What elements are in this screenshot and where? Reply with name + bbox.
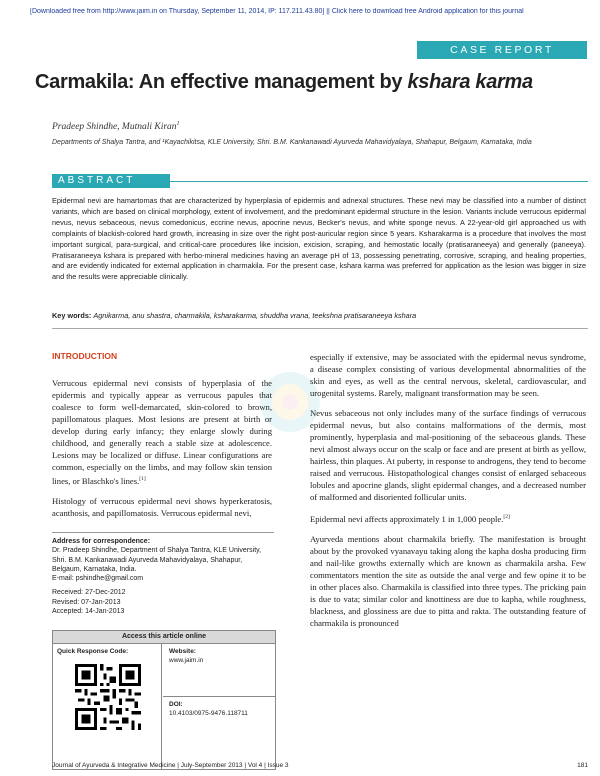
affiliation: Departments of Shalya Tantra, and ¹Kayachikitsa, KLE University, Shri. B.M. Kankanawadi Ayurveda Mahavidyalaya, Shahapur, Belgaum, Karnataka, India <box>52 139 532 146</box>
accepted-date: Accepted: 14-Jan-2013 <box>52 608 125 616</box>
keywords <box>52 311 586 320</box>
qr-column <box>53 644 162 769</box>
right-column <box>310 351 586 637</box>
right-p3-text: Epidermal nevi affects approximately 1 in 1,000 people. <box>310 513 504 524</box>
right-paragraph-4: Ayurveda mentions about charmakila briefly. The manifestation is brought about by the provoked vyanavayu taking along the kapha dosha producing firm and nail-like growths externally which are known as charmakila arsha. Few commentators mention the site as outside the anal verge and few opine it to be in other places also. Charmakila is classified into three types. The pricking pain is due to vata; similar color and knottiness are due to kapha, while roughness, blackness, and glossiness are due to pitta and rakta. The outstanding feature of charmakila is pronounced <box>310 533 586 628</box>
section-tag: CASE REPORT <box>417 41 587 59</box>
correspondence-email[interactable]: E-mail: pshindhe@gmail.com <box>52 575 144 583</box>
right-paragraph-1: especially if extensive, may be associated with the epidermal nevus syndrome, a disease complex consisting of various developmental abnormalities of the skin and eyes, as well as the central nervous, skeletal, cardiovascular, and urogenital systems. Rarely, malignant transformation may be seen. <box>310 352 586 398</box>
introduction-heading: INTRODUCTION <box>52 351 118 361</box>
abstract-rule <box>170 181 588 182</box>
correspondence-line-1: Dr. Pradeep Shindhe, Department of Shalya Tantra, KLE University, <box>52 547 262 555</box>
info-column <box>163 644 275 769</box>
right-paragraph-2: Nevus sebaceous not only includes many of the surface findings of verrucous epidermal nevus, but also contains malformations of the dermis, most prominently, hyperplasia and mal-positioning of the sebaceous glands. These nevi almost always occur on the scalp or face and are present at birth as yellow, hairless, thin plaques. At puberty, in response to androgens, they tend to become raised and verrucous. Histopathological changes consist of enlarged sebaceous lobules and apocrine glands, slight epidermal changes, and a decreased number of malformed and disoriented follicular units. <box>310 408 586 502</box>
author-names: Pradeep Shindhe, Mutnali Kiran <box>52 122 177 133</box>
qr-code-icon[interactable] <box>75 664 141 730</box>
left-column <box>52 351 272 527</box>
received-date: Received: 27-Dec-2012 <box>52 589 126 597</box>
article-title <box>35 71 595 94</box>
page-number: 181 <box>577 762 588 769</box>
website-link[interactable]: www.jaim.in <box>169 657 204 664</box>
doi-value[interactable]: 10.4103/0975-9476.118711 <box>169 710 248 717</box>
keywords-list: Agnikarma, anu shastra, charmakila, ksharakarma, shuddha vrana, teekshna pratisaraneeya kshara <box>93 311 417 320</box>
doi-block <box>163 696 275 721</box>
title-main: Carmakila: An effective management by <box>35 71 408 93</box>
correspondence-line-2: Shri. B.M. Kankanawadi Ayurveda Mahavidyalaya, Shahapur, <box>52 556 243 564</box>
title-italic: kshara karma <box>407 71 533 93</box>
citation-1[interactable]: [1] <box>139 476 146 482</box>
authors <box>52 121 180 132</box>
keywords-rule <box>52 328 588 329</box>
doi-label: DOI: <box>169 701 183 708</box>
abstract-heading: ABSTRACT <box>52 174 170 188</box>
download-notice[interactable]: [Downloaded free from http://www.jaim.in on Thursday, September 11, 2014, IP: 117.211.43.80] || Click here to download free Android application for this journal <box>30 8 524 15</box>
intro-paragraph-1 <box>52 377 272 487</box>
correspondence-label: Address for correspondence: <box>52 538 151 545</box>
access-heading: Access this article online <box>53 631 275 644</box>
journal-info: Journal of Ayurveda & Integrative Medicine | July-September 2013 | Vol 4 | Issue 3 <box>52 762 289 769</box>
right-paragraph-3 <box>310 511 586 525</box>
website-block <box>163 644 275 668</box>
page-footer <box>52 762 588 769</box>
correspondence-box <box>52 532 274 616</box>
revised-date: Revised: 07-Jan-2013 <box>52 598 121 606</box>
correspondence-line-3: Belgaum, Karnataka, India. <box>52 565 137 573</box>
intro-p1-text: Verrucous epidermal nevi consists of hyperplasia of the epidermis and typically appear as verrucous papules that coalesce to form well-demarcated, skin-colored to brown, papillomatous plaques. Most lesions are present at birth or develop during early infancy; they enlarge slowly during childhood, and generally reach a stable size at adolescence. Lesions may be localized or diffuse. Linear configurations are common, especially on the limbs, and may follow skin tension lines, or Blaschko's lines. <box>52 378 272 486</box>
keywords-label: Key words: <box>52 311 92 320</box>
author-superscript: 1 <box>176 121 180 127</box>
abstract-text: Epidermal nevi are hamartomas that are characterized by hyperplasia of epidermis and adnexal structures. These nevi may be classified into a number of distinct variants, which are based on clinical morphology, extent of involvement, and the predominant epidermal structure in the lesion. Variants include verrucous epidermal nevus, nevus sebaceous, nevus comedonicus, eccrine nevus, apocrine nevus, Becker's nevus, and white sponge nevus. A 22-year-old girl approached us with complaints of blackish-colored hard growth, increasing in size over the right post-auricular region since 5 years. Ksharakarma is a procedure that involves the most important surgical, para-surgical, and critical-care procedures like incision, excision, scraping, and hemostatic locally (pratisaraneeya) and generally (paneeya). Pratisaraneeya kshara is prepared with herbo-mineral medicines having an average pH of 13, possessing penetrating, corrosive, scraping, and healing properties, and are evidently indicated for external application in charmakila. For the present case, kshara karma was preferred for application as the lesion was bigger in size and the results were appreciable clinically. <box>52 196 586 282</box>
qr-label: Quick Response Code: <box>57 648 129 655</box>
citation-2[interactable]: [2] <box>503 514 510 520</box>
website-label: Website: <box>169 648 196 655</box>
access-online-box <box>52 630 276 770</box>
intro-paragraph-2: Histology of verrucous epidermal nevi shows hyperkeratosis, acanthosis, and papillomatosis. Verrucous epidermal nevi, <box>52 495 272 518</box>
